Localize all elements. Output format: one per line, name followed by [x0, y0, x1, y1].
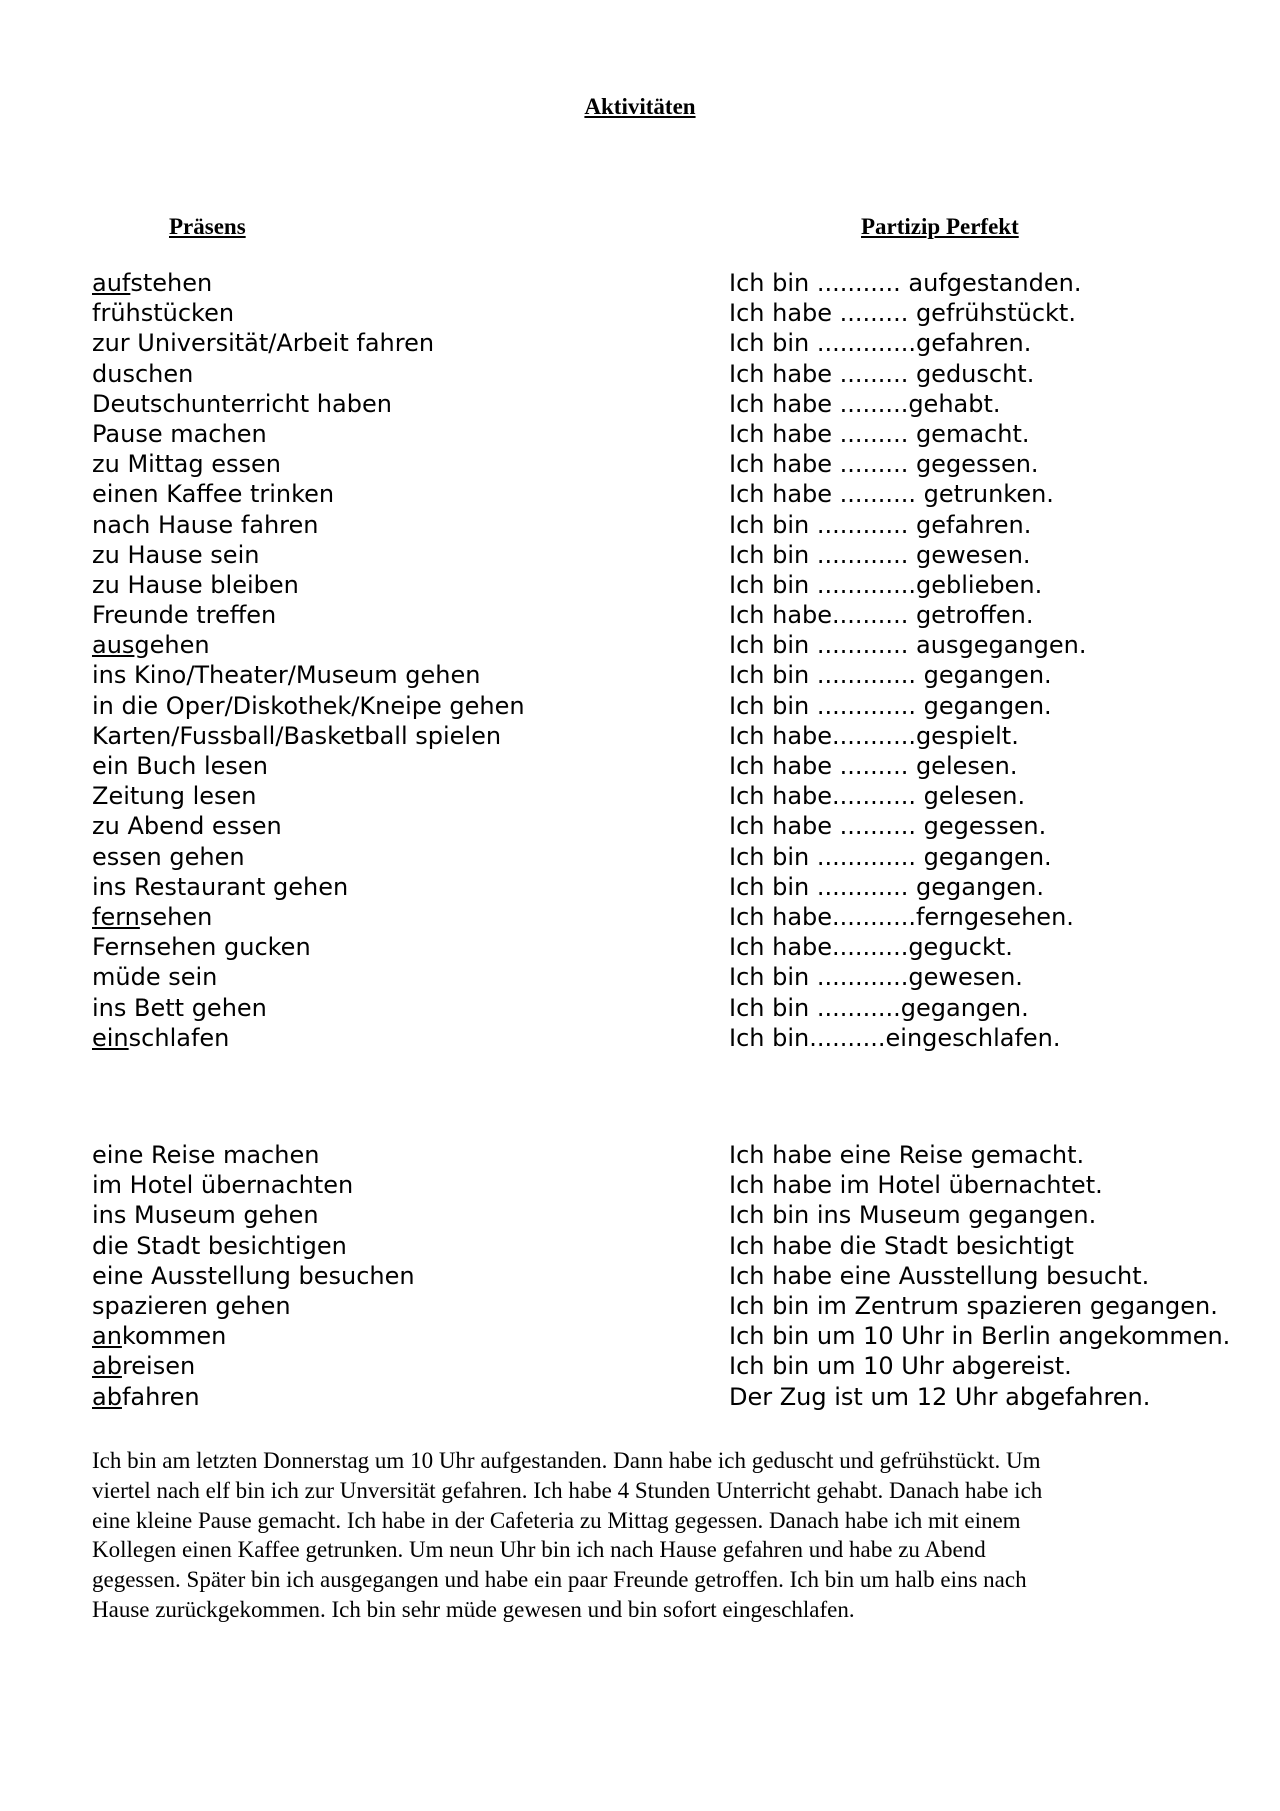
infinitive-phrase	[92, 781, 256, 811]
infinitive-text: zur Universität/Arbeit fahren	[92, 329, 435, 358]
infinitive-phrase	[92, 630, 210, 660]
verb-row	[92, 872, 1280, 902]
infinitive-phrase	[92, 691, 525, 721]
separable-prefix: ein	[92, 1023, 129, 1052]
perfect-sentence: Ich bin..........eingeschlafen.	[729, 1023, 1061, 1052]
infinitive-phrase	[92, 479, 334, 509]
verb-row	[92, 993, 1280, 1023]
separable-prefix: aus	[92, 631, 135, 660]
verb-row	[92, 600, 1280, 630]
infinitive-phrase	[92, 1231, 347, 1261]
perfect-sentence: Ich habe ......... gelesen.	[729, 752, 1018, 780]
perfect-sentence: Ich habe die Stadt besichtigt	[729, 1231, 1074, 1260]
verb-row	[92, 630, 1280, 660]
example-paragraph	[92, 1446, 1202, 1625]
verb-row	[92, 510, 1280, 540]
infinitive-phrase	[92, 1261, 415, 1291]
perfect-sentence: Der Zug ist um 12 Uhr abgefahren.	[729, 1382, 1151, 1411]
infinitive-phrase	[92, 419, 267, 449]
verb-row	[92, 359, 1280, 389]
verb-row	[92, 781, 1280, 811]
infinitive-phrase	[92, 811, 282, 841]
infinitive-text: eine Ausstellung besuchen	[92, 1261, 415, 1290]
column-heading-partizip-perfekt: Partizip Perfekt	[861, 214, 1019, 239]
infinitive-text: sehen	[139, 902, 213, 931]
infinitive-phrase	[92, 1321, 226, 1351]
infinitive-phrase	[92, 1140, 319, 1170]
verb-row	[92, 1200, 1280, 1230]
infinitive-text: Deutschunterricht haben	[92, 389, 392, 418]
infinitive-text: in die Oper/Diskothek/Kneipe gehen	[92, 691, 525, 720]
perfect-sentence: Ich bin ............. gegangen.	[729, 691, 1052, 720]
infinitive-text: Pause machen	[92, 419, 267, 448]
verb-row	[92, 419, 1280, 449]
infinitive-phrase	[92, 872, 348, 902]
perfect-sentence: Ich bin um 10 Uhr in Berlin angekommen.	[729, 1322, 1231, 1351]
infinitive-text: müde sein	[92, 963, 218, 992]
verb-row	[92, 479, 1280, 509]
infinitive-phrase	[92, 1200, 319, 1230]
infinitive-text: schlafen	[128, 1023, 230, 1052]
infinitive-phrase	[92, 1382, 200, 1412]
separable-prefix: auf	[92, 269, 131, 297]
infinitive-text: zu Hause bleiben	[92, 570, 299, 599]
perfect-sentence: Ich bin .............gefahren.	[729, 329, 1032, 358]
infinitive-phrase	[92, 1351, 195, 1381]
infinitive-text: ins Museum gehen	[92, 1201, 319, 1230]
verb-row	[92, 389, 1280, 419]
verb-row	[92, 842, 1280, 872]
infinitive-text: gehen	[134, 631, 210, 660]
perfect-sentence: Ich habe........... gelesen.	[729, 782, 1026, 811]
perfect-sentence: Ich habe im Hotel übernachtet.	[729, 1171, 1103, 1200]
page-title: Aktivitäten	[584, 94, 696, 119]
infinitive-text: essen gehen	[92, 842, 245, 871]
separable-prefix: fern	[92, 902, 140, 931]
perfect-sentence: Ich habe...........ferngesehen.	[729, 902, 1074, 931]
infinitive-text: zu Mittag essen	[92, 450, 281, 479]
separable-prefix: ab	[92, 1382, 122, 1411]
perfect-sentence: Ich bin ............gewesen.	[729, 963, 1023, 992]
perfect-sentence: Ich habe .......... getrunken.	[729, 480, 1054, 509]
perfect-sentence: Ich bin ............ gewesen.	[729, 540, 1031, 569]
verb-row	[92, 1261, 1280, 1291]
infinitive-text: frühstücken	[92, 299, 235, 328]
perfect-sentence: Ich bin ins Museum gegangen.	[729, 1201, 1097, 1230]
paragraph-line: eine kleine Pause gemacht. Ich habe in der Cafeteria zu Mittag gegessen. Danach habe ich mit einem	[92, 1507, 1021, 1533]
verb-row	[92, 751, 1280, 781]
perfect-sentence: Ich bin ............ ausgegangen.	[729, 631, 1087, 660]
verb-table-daily-activities	[92, 268, 1280, 1053]
infinitive-phrase	[92, 540, 259, 570]
paragraph-line: Kollegen einen Kaffee getrunken. Um neun Uhr bin ich nach Hause gefahren und habe zu Abend	[92, 1537, 986, 1563]
infinitive-text: ins Restaurant gehen	[92, 872, 349, 901]
perfect-sentence: Ich habe ......... gefrühstückt.	[729, 299, 1076, 328]
verb-row	[92, 721, 1280, 751]
infinitive-text: im Hotel übernachten	[92, 1171, 354, 1200]
verb-row	[92, 1023, 1280, 1053]
verb-row	[92, 902, 1280, 932]
perfect-sentence: Ich habe ......... gegessen.	[729, 450, 1039, 479]
verb-row	[92, 1321, 1280, 1351]
verb-row	[92, 1351, 1280, 1381]
infinitive-phrase	[92, 1291, 291, 1321]
perfect-sentence: Ich habe eine Ausstellung besucht.	[729, 1261, 1150, 1290]
infinitive-text: zu Abend essen	[92, 812, 282, 841]
infinitive-text: stehen	[130, 269, 213, 297]
infinitive-phrase	[92, 721, 501, 751]
infinitive-phrase	[92, 600, 276, 630]
perfect-sentence: Ich bin im Zentrum spazieren gegangen.	[729, 1291, 1218, 1320]
infinitive-text: Karten/Fussball/Basketball spielen	[92, 721, 502, 750]
perfect-sentence: Ich habe ......... geduscht.	[729, 359, 1035, 388]
infinitive-text: Fernsehen gucken	[92, 933, 311, 962]
infinitive-phrase	[92, 660, 480, 690]
perfect-sentence: Ich bin ............. gegangen.	[729, 661, 1052, 690]
verb-row	[92, 1291, 1280, 1321]
infinitive-phrase	[92, 1170, 353, 1200]
verb-row	[92, 1382, 1280, 1412]
verb-row	[92, 932, 1280, 962]
infinitive-text: ins Kino/Theater/Museum gehen	[92, 661, 481, 690]
infinitive-phrase	[92, 570, 299, 600]
perfect-sentence: Ich habe .........gehabt.	[729, 389, 1001, 418]
verb-row	[92, 298, 1280, 328]
infinitive-text: Zeitung lesen	[92, 782, 257, 811]
infinitive-text: die Stadt besichtigen	[92, 1231, 347, 1260]
verb-row	[92, 268, 1280, 298]
infinitive-phrase	[92, 902, 212, 932]
infinitive-phrase	[92, 932, 311, 962]
perfect-sentence: Ich bin ...........gegangen.	[729, 993, 1029, 1022]
verb-row	[92, 540, 1280, 570]
perfect-sentence: Ich habe ......... gemacht.	[729, 419, 1030, 448]
infinitive-text: ein Buch lesen	[92, 752, 268, 780]
infinitive-text: duschen	[92, 359, 194, 388]
paragraph-line: viertel nach elf bin ich zur Unversität gefahren. Ich habe 4 Stunden Unterricht gehabt. Danach habe ich	[92, 1477, 1043, 1503]
paragraph-line: gegessen. Später bin ich ausgegangen und habe ein paar Freunde getroffen. Ich bin um halb eins nach	[92, 1567, 1027, 1593]
verb-table-travel-activities	[92, 1140, 1280, 1412]
verb-row	[92, 570, 1280, 600]
verb-row	[92, 660, 1280, 690]
perfect-sentence: Ich habe .......... gegessen.	[729, 812, 1047, 841]
verb-row	[92, 1140, 1280, 1170]
perfect-sentence: Ich bin ............ gefahren.	[729, 510, 1032, 539]
infinitive-text: Freunde treffen	[92, 601, 277, 630]
infinitive-phrase	[92, 389, 392, 419]
infinitive-phrase	[92, 359, 193, 389]
perfect-sentence: Ich habe.......... getroffen.	[729, 601, 1034, 630]
infinitive-text: zu Hause sein	[92, 540, 260, 569]
perfect-sentence: Ich bin ........... aufgestanden.	[729, 269, 1082, 297]
perfect-sentence: Ich habe eine Reise gemacht.	[729, 1141, 1085, 1169]
perfect-sentence: Ich bin .............geblieben.	[729, 570, 1043, 599]
infinitive-phrase	[92, 751, 268, 781]
verb-row	[92, 328, 1280, 358]
infinitive-text: nach Hause fahren	[92, 510, 319, 539]
separable-prefix: an	[92, 1322, 122, 1351]
infinitive-phrase	[92, 298, 234, 328]
verb-row	[92, 1231, 1280, 1261]
column-heading-praesens: Präsens	[169, 214, 246, 239]
infinitive-text: fahren	[121, 1382, 200, 1411]
infinitive-phrase	[92, 1023, 229, 1053]
infinitive-phrase	[92, 842, 245, 872]
perfect-sentence: Ich bin ............. gegangen.	[729, 842, 1052, 871]
verb-row	[92, 811, 1280, 841]
infinitive-phrase	[92, 993, 267, 1023]
separable-prefix: ab	[92, 1352, 122, 1381]
perfect-sentence: Ich habe..........geguckt.	[729, 933, 1013, 962]
infinitive-phrase	[92, 962, 217, 992]
infinitive-text: ins Bett gehen	[92, 993, 267, 1022]
verb-row	[92, 449, 1280, 479]
verb-row	[92, 962, 1280, 992]
paragraph-line: Ich bin am letzten Donnerstag um 10 Uhr aufgestanden. Dann habe ich geduscht und gefrühstückt. Um	[92, 1448, 1041, 1473]
perfect-sentence: Ich habe...........gespielt.	[729, 721, 1019, 750]
infinitive-text: kommen	[121, 1322, 227, 1351]
perfect-sentence: Ich bin um 10 Uhr abgereist.	[729, 1352, 1072, 1381]
perfect-sentence: Ich bin ............ gegangen.	[729, 872, 1045, 901]
paragraph-line: Hause zurückgekommen. Ich bin sehr müde gewesen und bin sofort eingeschlafen.	[92, 1596, 855, 1622]
verb-row	[92, 691, 1280, 721]
infinitive-text: spazieren gehen	[92, 1291, 291, 1320]
verb-row	[92, 1170, 1280, 1200]
infinitive-phrase	[92, 328, 434, 358]
infinitive-phrase	[92, 510, 319, 540]
infinitive-text: eine Reise machen	[92, 1141, 320, 1169]
infinitive-text: reisen	[121, 1352, 196, 1381]
infinitive-phrase	[92, 268, 212, 298]
infinitive-text: einen Kaffee trinken	[92, 480, 335, 509]
infinitive-phrase	[92, 449, 281, 479]
